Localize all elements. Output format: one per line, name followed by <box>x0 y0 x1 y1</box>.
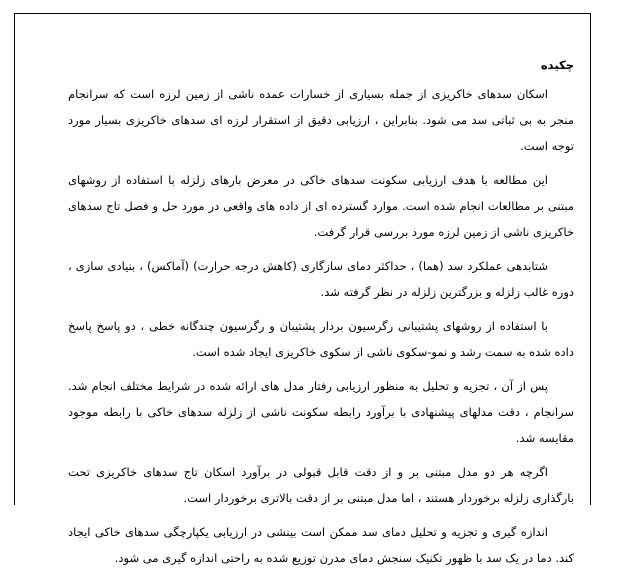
paragraph: اگرچه هر دو مدل مبتنی بر و از دقت قابل قبولی در برآورد اسکان تاج سدهای خاکریزی تحت بارگذاری زلزله برخوردار هستند ، اما مدل مبتنی بر از دقت بالاتری برخوردار است. <box>68 465 574 506</box>
page-content-area <box>68 13 574 566</box>
page-title: چکیده <box>540 58 574 72</box>
abstract-body <box>68 81 574 571</box>
paragraph: اسکان سدهای خاکریزی از جمله بسیاری از خسارات عمده ناشی از زمین لرزه است که سرانجام منجر به بی ثباتی سد می شود. بنابراین ، ارزیابی دقیق از استقرار لرزه ای سدهای خاکریزی بسیار مورد توجه است. <box>68 87 574 154</box>
paragraph: این مطالعه با هدف ارزیابی سکونت سدهای خاکی در معرض بارهای زلزله با استفاده از روشهای مبتنی بر مطالعات انجام شده است. موارد گسترده ای از داده های واقعی در مورد حل و فصل تاج سدهای خاکریزی ناشی از زمین لرزه مورد بررسی قرار گرفت. <box>68 173 574 240</box>
paragraph: با استفاده از روشهای پشتیبانی رگرسیون بردار پشتیبان و رگرسیون چندگانه خطی ، دو پاسخ پاسخ داده شده به سمت رشد و نمو-سکوی ناشی از سکوی خاکریزی ایجاد شده است. <box>68 319 574 360</box>
paragraph: شتابدهی عملکرد سد (هما) ، حداکثر دمای سازگاری (کاهش درجه حرارت) (آماکس) ، بنیادی سازی ، دوره غالب زلزله و بزرگترین زلزله در نظر گرفته شد. <box>68 259 574 300</box>
paragraph: پس از آن ، تجزیه و تحلیل به منظور ارزیابی رفتار مدل های ارائه شده در شرایط مختلف انجام شد. سرانجام ، دقت مدلهای پیشنهادی با برآورد رابطه سکونت ناشی از زلزله سدهای خاکی با رابطه موجود مقایسه شد. <box>68 379 574 446</box>
paragraph: اندازه گیری و تجزیه و تحلیل دمای سد ممکن است بینشی در ارزیابی یکپارچگی سدهای خاکی ایجاد کند. دما در یک سد با ظهور تکنیک سنجش دمای مدرن توزیع شده به راحتی اندازه گیری می شود. <box>68 525 574 566</box>
